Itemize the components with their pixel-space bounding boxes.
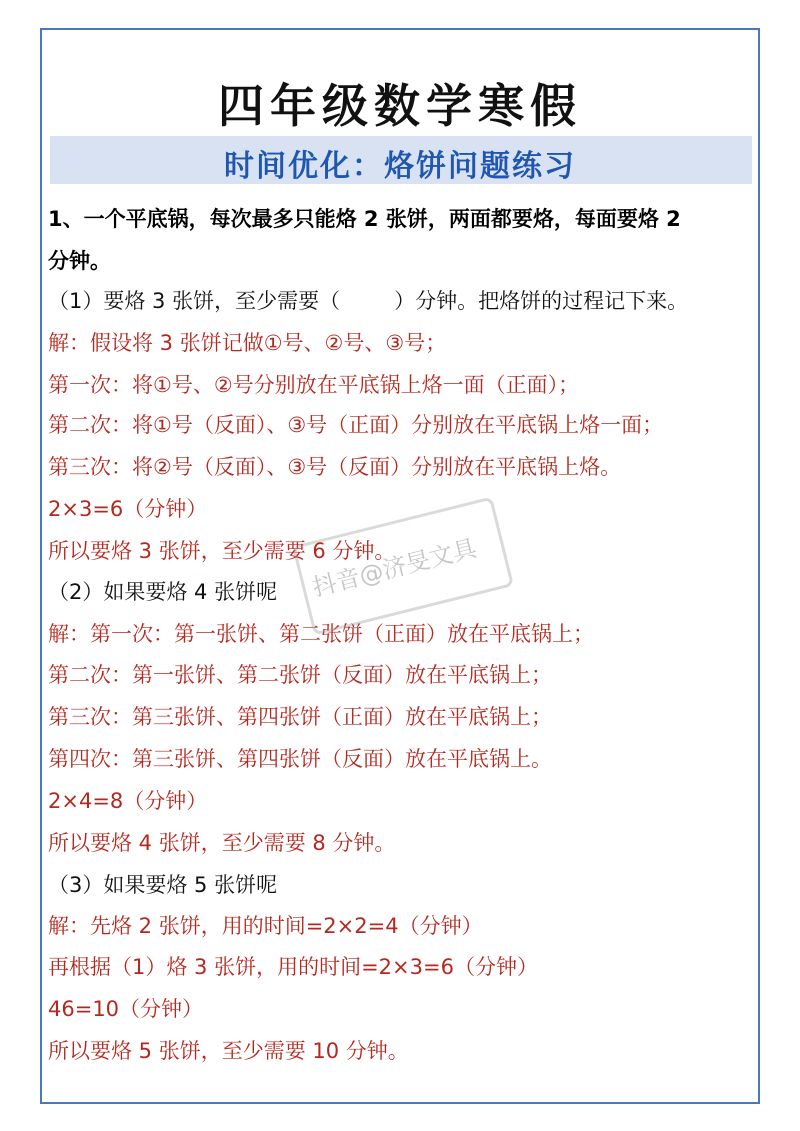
part2-line: 2×4=8（分钟）: [48, 789, 208, 813]
part3-prompt: （3）如果要烙 5 张饼呢: [48, 873, 278, 897]
part2-line: 所以要烙 4 张饼，至少需要 8 分钟。: [48, 831, 396, 855]
part2-line: 第二次：第一张饼、第二张饼（反面）放在平底锅上；: [48, 663, 552, 687]
page-title: 四年级数学寒假: [218, 79, 582, 133]
part1-prompt-a: （1）要烙 3 张饼，至少需要（: [48, 289, 341, 313]
page-subtitle: 时间优化：烙饼问题练习: [224, 149, 576, 184]
part1-line: 第一次：将①号、②号分别放在平底锅上烙一面（正面）；: [48, 373, 580, 397]
part2-line: 第四次：第三张饼、第四张饼（反面）放在平底锅上。: [48, 747, 552, 771]
question-line-2: 分钟。: [48, 249, 111, 273]
part1-line: 解：假设将 3 张饼记做①号、②号、③号；: [48, 331, 447, 355]
part1-prompt: [48, 286, 760, 316]
part2-prompt: （2）如果要烙 4 张饼呢: [48, 580, 278, 604]
part1-line: 所以要烙 3 张饼，至少需要 6 分钟。: [48, 539, 396, 563]
part2-line: 第三次：第三张饼、第四张饼（正面）放在平底锅上；: [48, 705, 552, 729]
part3-line: 46=10（分钟）: [48, 997, 204, 1021]
part1-prompt-b: ）分钟。把烙饼的过程记下来。: [394, 289, 689, 313]
part3-line: 再根据（1）烙 3 张饼，用的时间=2×3=6（分钟）: [48, 955, 538, 979]
part2-line: 解：第一次：第一张饼、第二张饼（正面）放在平底锅上；: [48, 622, 594, 646]
question-line-1: 1、一个平底锅，每次最多只能烙 2 张饼，两面都要烙，每面要烙 2: [48, 207, 681, 231]
part1-line: 第二次：将①号（反面）、③号（正面）分别放在平底锅上烙一面；: [48, 413, 664, 437]
watermark-text: 抖音@济旻文具: [309, 534, 480, 602]
part1-line: 第三次：将②号（反面）、③号（反面）分别放在平底锅上烙。: [48, 455, 622, 479]
part3-line: 所以要烙 5 张饼，至少需要 10 分钟。: [48, 1039, 409, 1063]
part1-line: 2×3=6（分钟）: [48, 497, 208, 521]
part3-line: 解：先烙 2 张饼，用的时间=2×2=4（分钟）: [48, 914, 483, 938]
